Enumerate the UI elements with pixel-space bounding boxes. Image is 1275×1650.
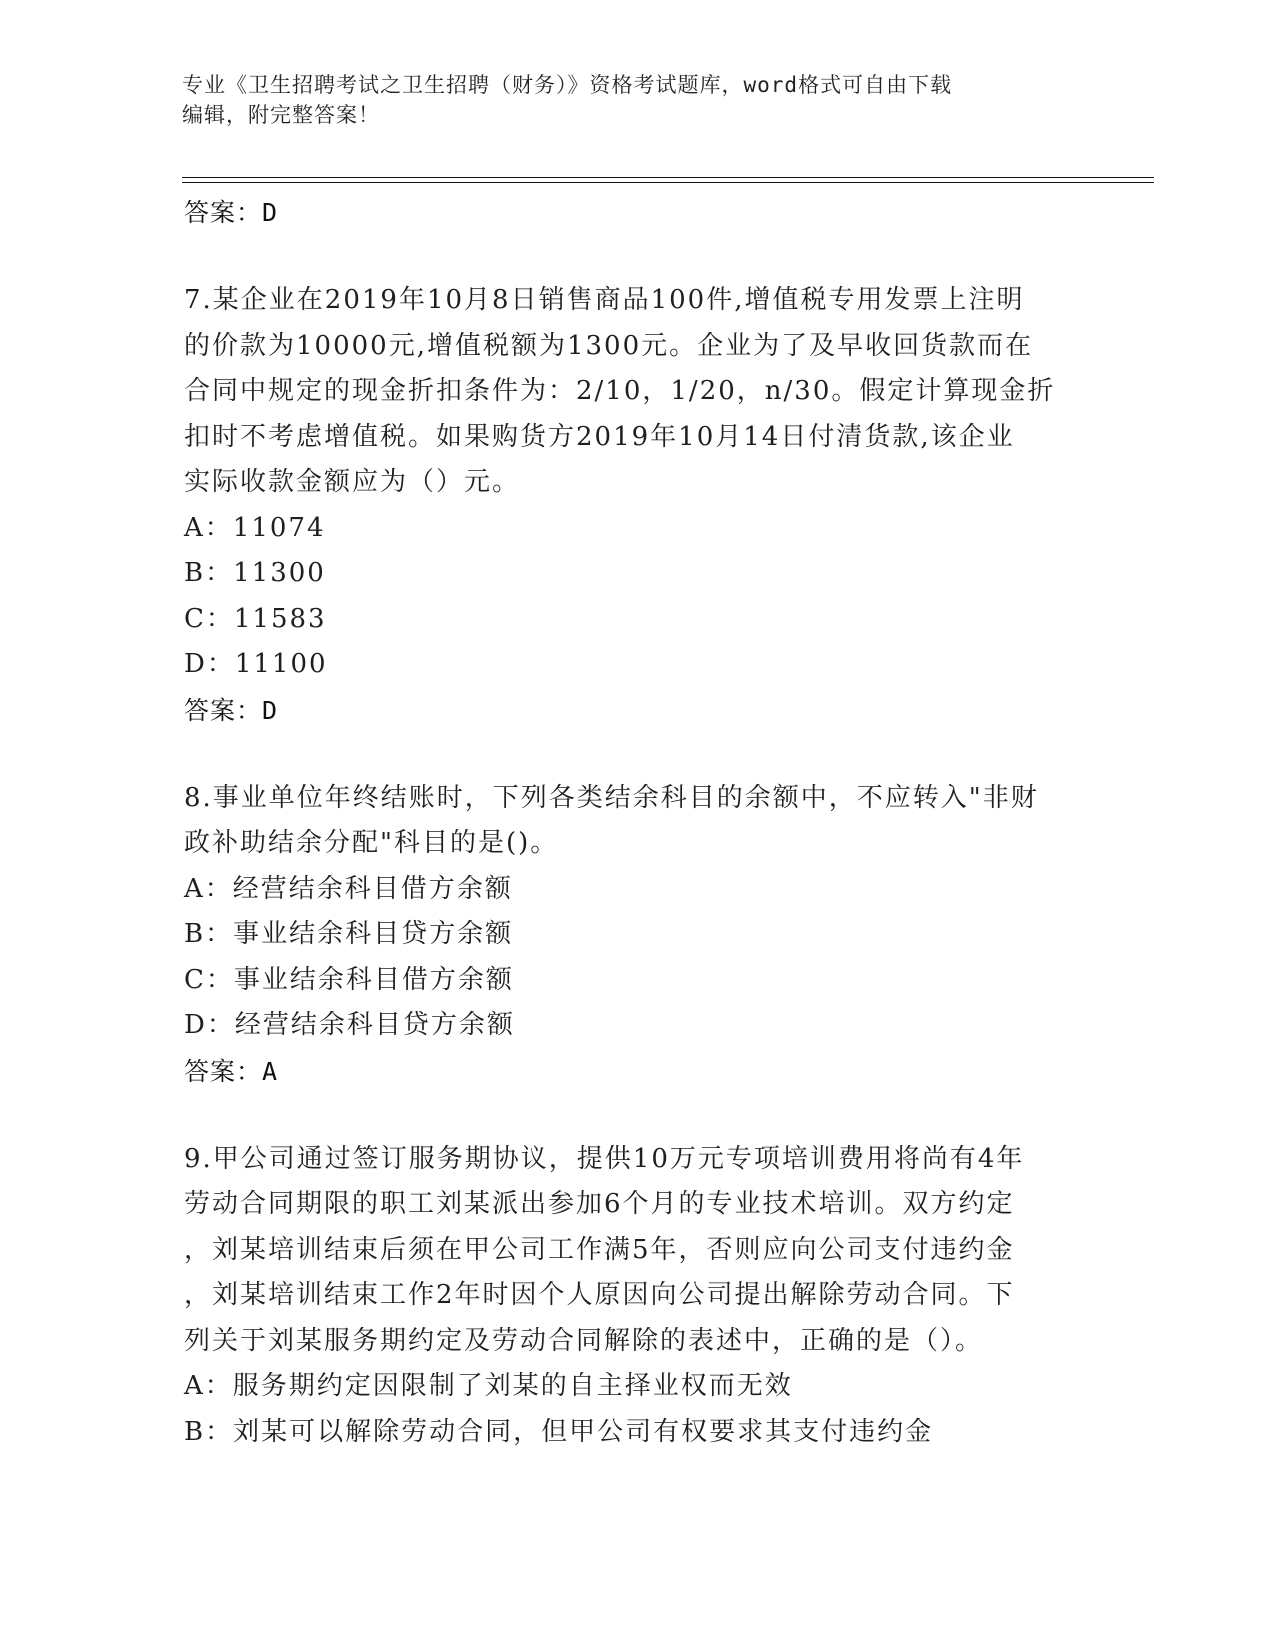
question-7-stem-line: 的价款为10000元,增值税额为1300元。企业为了及早收回货款而在 [184, 330, 1034, 361]
question-content [184, 190, 1084, 1455]
question-8-option-b: B：事业结余科目贷方余额 [184, 919, 514, 949]
question-7-option-b: B：11300 [184, 558, 326, 588]
question-7-answer: 答案：D [184, 695, 279, 725]
question-7-option-d: D：11100 [184, 649, 328, 679]
document-header [182, 70, 1062, 130]
question-8-option-d: D：经营结余科目贷方余额 [184, 1010, 515, 1040]
question-9-option-a: A：服务期约定因限制了刘某的自主择业权而无效 [184, 1371, 793, 1401]
question-7-stem-line: 实际收款金额应为（）元。 [184, 467, 521, 497]
question-9-stem-line: ，刘某培训结束工作2年时因个人原因向公司提出解除劳动合同。下 [184, 1280, 1015, 1310]
question-9-stem-line: 劳动合同期限的职工刘某派出参加6个月的专业技术培训。双方约定 [184, 1189, 1015, 1219]
question-7-option-a: A：11074 [184, 512, 326, 543]
spacer [184, 236, 1084, 278]
spacer [184, 734, 1084, 776]
header-line-2: 编辑，附完整答案！ [182, 103, 380, 127]
question-7 [184, 278, 1084, 734]
question-7-option-c: C：11583 [184, 603, 327, 634]
header-rule-bottom [182, 182, 1154, 183]
previous-answer: 答案：D [184, 198, 279, 227]
spacer [184, 1095, 1084, 1137]
question-7-stem-line: 7.某企业在2019年10月8日销售商品100件,增值税专用发票上注明 [184, 285, 1025, 315]
question-7-stem-line: 合同中规定的现金折扣条件为：2/10，1/20，n/30。假定计算现金折 [184, 376, 1056, 406]
question-8-stem-line: 8.事业单位年终结账时，下列各类结余科目的余额中，不应转入"非财 [184, 782, 1039, 813]
question-9-stem-line: 9.甲公司通过签订服务期协议，提供10万元专项培训费用将尚有4年 [184, 1143, 1025, 1174]
header-line-1: 专业《卫生招聘考试之卫生招聘（财务）》资格考试题库，word格式可自由下载 [182, 73, 953, 97]
question-8-option-a: A：经营结余科目借方余额 [184, 873, 513, 904]
question-8 [184, 776, 1084, 1095]
question-7-stem-line: 扣时不考虑增值税。如果购货方2019年10月14日付清货款,该企业 [184, 421, 1015, 452]
question-8-answer: 答案：A [184, 1056, 279, 1086]
header-rule-top [182, 177, 1154, 178]
question-9-option-b: B：刘某可以解除劳动合同，但甲公司有权要求其支付违约金 [184, 1416, 934, 1447]
question-8-option-c: C：事业结余科目借方余额 [184, 964, 514, 995]
question-9-stem-line: ，刘某培训结束后须在甲公司工作满5年，否则应向公司支付违约金 [184, 1234, 1015, 1265]
question-9-stem-line: 列关于刘某服务期约定及劳动合同解除的表述中，正确的是（）。 [184, 1325, 984, 1356]
question-8-stem-line: 政补助结余分配"科目的是()。 [184, 828, 559, 858]
question-9 [184, 1137, 1084, 1456]
